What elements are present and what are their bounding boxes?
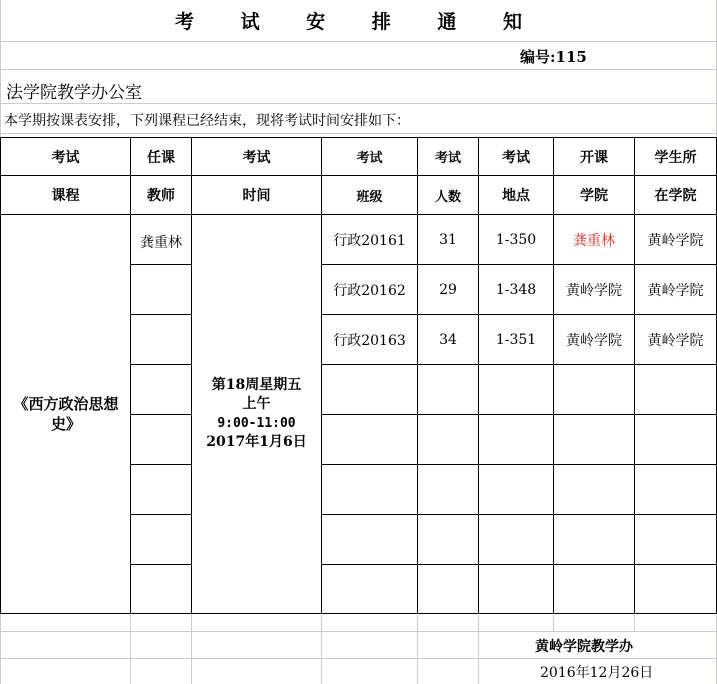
header-student-college-2: 在学院 (654, 188, 697, 204)
header-class-2: 班级 (356, 189, 383, 205)
footer-date: 2016年12月26日 (540, 665, 654, 681)
student-college-cell: 黄岭学院 (647, 232, 704, 249)
offering-college-cell: 龚重林 (573, 232, 615, 249)
page-title: 考 试 安 排 通 知 (174, 11, 543, 33)
header-class-1: 考试 (356, 151, 383, 166)
exam-week: 第18周星期五 (211, 377, 302, 393)
class-cell: 行政20161 (333, 232, 406, 249)
exam-period: 上午 (242, 396, 271, 412)
class-cell: 行政20163 (333, 332, 406, 349)
location-cell: 1-351 (495, 331, 537, 348)
offering-college-cell: 黄岭学院 (566, 282, 622, 299)
student-college-cell: 黄岭学院 (647, 282, 704, 299)
intro-text: 本学期按课表安排，下列课程已经结束，现将考试时间安排如下： (4, 113, 410, 129)
header-course-2: 课程 (51, 188, 80, 204)
class-cell: 行政20162 (333, 282, 406, 299)
exam-date: 2017年1月6日 (206, 434, 307, 450)
student-college-cell: 黄岭学院 (647, 332, 704, 349)
header-offering-college-2: 学院 (580, 188, 608, 204)
header-location-1: 考试 (502, 149, 530, 166)
footer-issuer: 黄岭学院教学办 (535, 639, 633, 655)
header-time-2: 时间 (242, 188, 271, 204)
header-course-1: 考试 (51, 149, 80, 166)
teacher-name: 龚重林 (140, 235, 182, 251)
count-cell: 29 (439, 281, 457, 298)
header-time-1: 考试 (242, 149, 271, 166)
course-name: 《西方政治思想史》 (13, 395, 119, 433)
offering-college-cell: 黄岭学院 (566, 332, 622, 349)
location-cell: 1-348 (495, 281, 537, 298)
count-cell: 31 (439, 231, 457, 248)
header-teacher-2: 教师 (147, 188, 175, 204)
location-cell: 1-350 (495, 231, 537, 248)
header-location-2: 地点 (502, 188, 530, 204)
department-name: 法学院教学办公室 (6, 83, 142, 103)
header-student-college-1: 学生所 (654, 149, 697, 166)
count-cell: 34 (439, 331, 457, 348)
exam-time (192, 215, 321, 613)
header-offering-college-1: 开课 (580, 149, 608, 166)
header-teacher-1: 任课 (147, 149, 175, 166)
header-count-2: 人数 (434, 189, 461, 205)
serial-number: 编号:115 (520, 48, 587, 66)
exam-hours: 9:00-11:00 (217, 416, 296, 431)
header-count-1: 考试 (434, 151, 461, 166)
